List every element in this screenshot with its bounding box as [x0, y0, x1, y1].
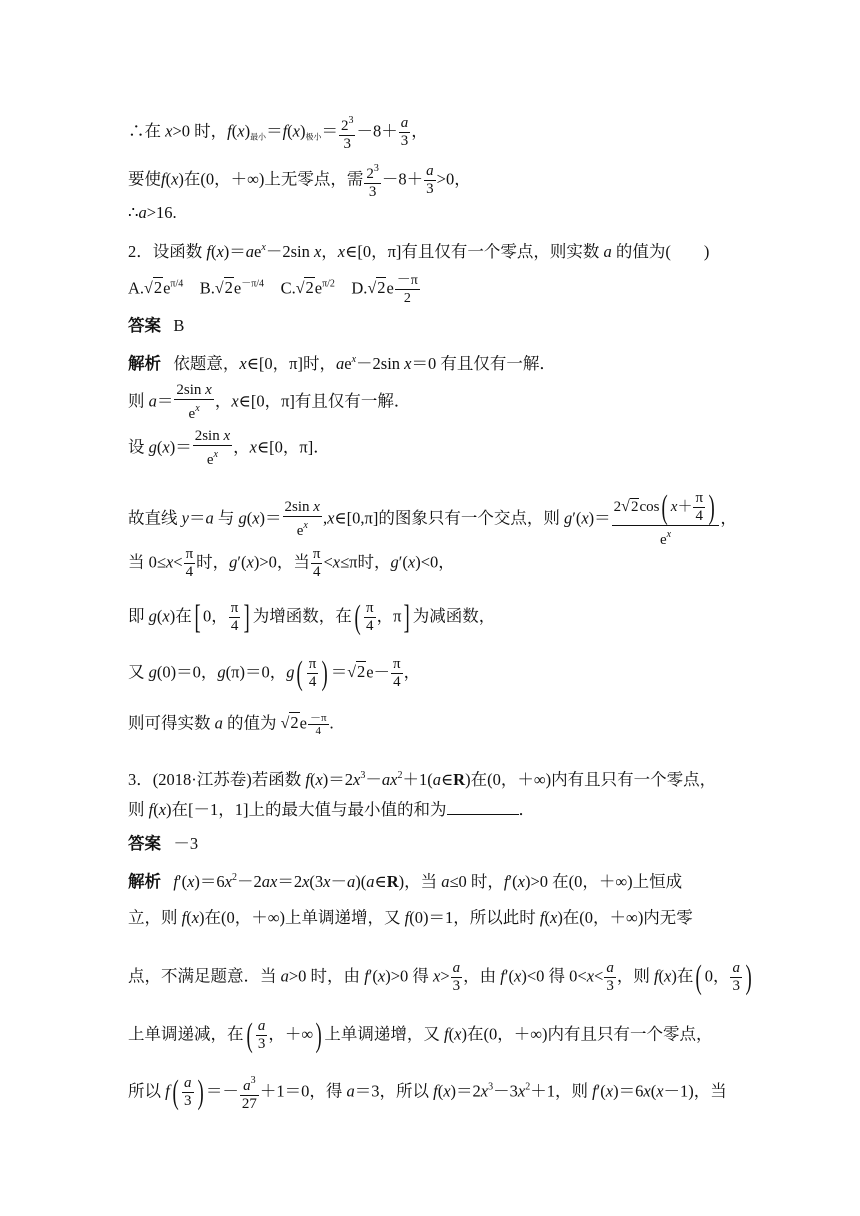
derivation-line-3: ∴a>16.	[128, 203, 177, 222]
answer-3-row	[128, 834, 198, 854]
answer-label: 答案	[128, 834, 161, 853]
analysis-2-line-1: 解析 依题意，x∈[0，π]时，$ae^x-2\sin$ x＝0 有且仅有一解．	[128, 354, 556, 373]
analysis-label: 解析	[128, 354, 161, 373]
analysis-label: 解析	[128, 872, 161, 891]
question-2-stem: 2．设函数 $f(x)=ae^x-2\sin$ x，x∈[0，π]有且仅有一个零点，则实数 a 的值为( )	[128, 242, 710, 261]
answer-value: －3	[173, 834, 199, 853]
analysis-3-line-2: 立，则 f(x)在(0，＋∞)上单调递增，又 f(0)＝1，所以此时 f(x)在(0，＋∞)内无零	[128, 908, 693, 927]
question-3-stem-line-1: 3．(2018·江苏卷)若函数 $f(x)=2x^3-ax^2+1(a\in R)$在(0，＋∞)内有且只有一个零点，	[128, 770, 717, 789]
analysis-2-line-5: 当 0≤x< $\frac{\pi}{4}$ 时，g′(x)>0，当 $\frac{\pi}{4}$ <x≤π时，g′(x)<0，	[128, 546, 455, 580]
analysis-3-line-1: 解析 $f'(x)=6x^2-2ax=2x(3x-a)(a\in R)$，当 a≤0 时，f′(x)>0 在(0，＋∞)上恒成	[128, 872, 683, 891]
analysis-2-line-4: 故直线 y＝a 与 g(x)＝ $\frac{\text{2sin x}}{e^x}$ ,x∈[0,π]的图象只有一个交点，则 g′(x)＝ 2√ 2cos( x＋ $\frac{\pi}{4}$ ) $e^x$ ，	[128, 490, 737, 549]
analysis-3-line-5: 所以 f( $\frac{a}{3}$ ) ＝－ $\frac{a^3}{27}$ ＋1＝0，得 a＝3，所以 $f(x)=2x^3-3x^2+1$，则 f′(x)＝6x(x－1)，当	[128, 1073, 727, 1112]
answer-label: 答案	[128, 316, 161, 335]
answer-blank	[447, 800, 519, 815]
answer-2-row	[128, 316, 184, 336]
derivation-line-2: 要使f(x)在(0，＋∞)上无零点，需 $\frac{2^3}{3}$ －8＋ $\frac{a}{3}$ >0，	[128, 160, 471, 201]
analysis-2-line-6: 即 g(x)在[ 0， $\frac{\pi}{4}$ ] 为增函数，在( $\frac{\pi}{4}$ ，π] 为减函数，	[128, 598, 496, 636]
analysis-2-line-8: 则可得实数 a 的值为 √ 2e $\frac{-\pi}{4}$ .	[128, 712, 334, 737]
analysis-3-line-3: 点，不满足题意．当 a>0 时，由 f′(x)>0 得 x> $\frac{a}{3}$ ，由 f′(x)<0 得 0<x< $\frac{a}{3}$ ，则 f(x)在( 0， $\frac{a}{3}$ )	[128, 958, 752, 996]
analysis-3-line-4: 上单调递减，在( $\frac{a}{3}$ ，＋∞) 上单调递增，又 f(x)在(0，＋∞)内有且只有一个零点，	[128, 1016, 713, 1054]
answer-value: B	[173, 316, 185, 335]
analysis-2-line-7: 又 g(0)＝0，g(π)＝0，g( $\frac{\pi}{4}$ ) ＝√ 2e－ $\frac{\pi}{4}$ ，	[128, 656, 420, 691]
analysis-2-line-3: 设 g(x)＝ $\frac{\text{2sin x}}{e^x}$ ，x∈[0，π]．	[128, 428, 330, 468]
question-3-stem-line-2: 则 f(x)在[－1，1]上的最大值与最小值的和为 ．	[128, 800, 536, 819]
derivation-line-1: ∴在 x>0 时，$f(x)_{最小}=f(x)_{极小}=$ $\frac{2^3}{3}$ －8＋ $\frac{a}{3}$ ，	[128, 112, 428, 153]
question-2-options: A.√ $2e^{\pi/4}$ B.√ $2e^{-\pi/4}$ C.√ $2e^{\pi/2}$ D.√ 2e $\frac{-\pi}{2}$	[128, 272, 421, 307]
analysis-2-line-2: 则 a＝ $\frac{\text{2sin x}}{e^x}$ ，x∈[0，π]有且仅有一解．	[128, 382, 411, 422]
